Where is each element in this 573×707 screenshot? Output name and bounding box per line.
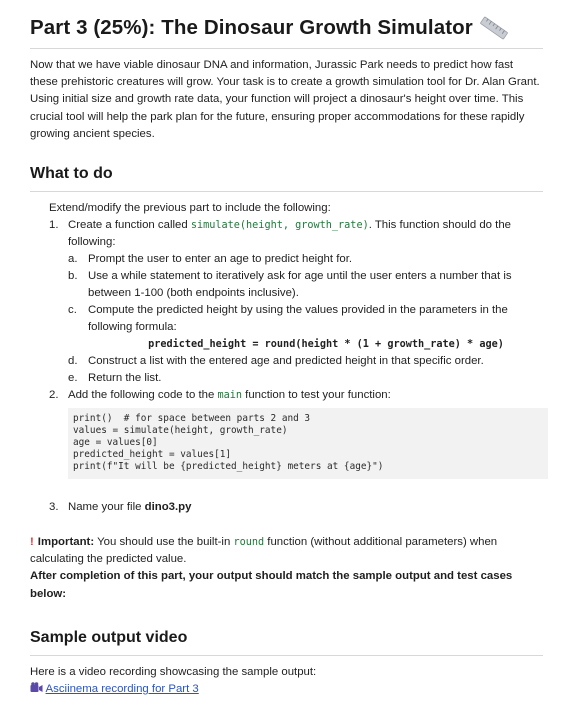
ruler-icon	[479, 16, 509, 40]
substep-letter: a.	[68, 253, 78, 266]
step-3-pre: Name your file	[68, 501, 145, 514]
instructions	[30, 200, 543, 516]
substep-letter: b.	[68, 270, 78, 283]
substep-c	[49, 302, 543, 336]
step-number: 1.	[49, 219, 59, 232]
inline-code-simulate: simulate(height, growth_rate)	[190, 220, 369, 232]
inline-code-round: round	[233, 537, 265, 549]
what-to-do-heading: What to do	[30, 165, 113, 183]
step-text	[68, 499, 543, 516]
file-name: dino3.py	[144, 501, 192, 514]
title-divider	[30, 48, 543, 49]
substep-letter: e.	[68, 372, 78, 385]
formula	[49, 336, 543, 353]
code-block: print() # for space between parts 2 and 3 values = simulate(height, growth_rate) age = values[0] predicted_height = values[1] print(f"It will be {predicted_height} meters at {age}")	[68, 408, 548, 479]
exclamation-icon: !	[30, 536, 34, 549]
step-2-post: function to test your function:	[242, 389, 391, 402]
substep-letter: d.	[68, 355, 78, 368]
substep-text: Prompt the user to enter an age to predict height for.	[88, 253, 353, 266]
inline-code-main: main	[217, 390, 242, 402]
page-title-text: Part 3 (25%): The Dinosaur Growth Simulator	[30, 16, 473, 39]
completion-note	[30, 568, 543, 602]
substep-text: Use a while statement to iteratively ask for age until the user enters a number that is between 1-100 (both endpoints inclusive).	[88, 270, 512, 300]
step-text	[68, 387, 543, 404]
sample-output-heading: Sample output video	[30, 628, 188, 646]
important-note	[30, 534, 543, 568]
step-number: 2.	[49, 389, 59, 402]
substep-text: Return the list.	[88, 372, 162, 385]
intro-paragraph: Now that we have viable dinosaur DNA and information, Jurassic Park needs to predict how fast these prehistoric creatures will grow. Your task is to create a growth simulation tool for Dr. Alan Grant. Using initial size and growth rate data, your function will project a dinosaur's height over time. This crucial tool will help the park plan for the future, ensuring proper accommodations for these rapidly growing ancient species.	[30, 59, 540, 140]
substep-e	[49, 370, 543, 387]
substep-a	[49, 251, 543, 268]
step-3	[49, 499, 543, 516]
step-1	[49, 217, 543, 251]
important-post: function (without additional parameters) when calculating the predicted value.	[30, 536, 498, 566]
substep-b	[49, 268, 543, 302]
recording-link-line	[30, 681, 543, 698]
completion-note-text: After completion of this part, your output should match the sample output and test cases below:	[30, 570, 513, 600]
substep-d	[49, 353, 543, 370]
substep-text: Compute the predicted height by using the values provided in the parameters in the following formula:	[88, 304, 508, 334]
step-2	[49, 387, 543, 404]
page-title	[30, 0, 543, 40]
substep-letter: c.	[68, 304, 77, 317]
substep-text: Construct a list with the entered age and predicted height in that specific order.	[88, 355, 484, 368]
video-intro: Here is a video recording showcasing the sample output:	[30, 665, 317, 678]
asciinema-recording-link[interactable]: Asciinema recording for Part 3	[45, 683, 199, 696]
what-to-do-divider	[30, 191, 543, 192]
step-1-post: . This function should do the following:	[68, 219, 511, 249]
film-icon	[30, 682, 43, 693]
formula-code: predicted_height = round(height * (1 + growth_rate) * age)	[148, 339, 504, 351]
sample-divider	[30, 655, 543, 656]
step-1-pre: Create a function called	[68, 219, 191, 232]
step-2-pre: Add the following code to the	[68, 389, 218, 402]
important-label: Important:	[37, 536, 95, 549]
instructions-lead: Extend/modify the previous part to include the following:	[49, 202, 331, 215]
step-text	[68, 217, 543, 251]
step-number: 3.	[49, 501, 59, 514]
important-pre: You should use the built-in	[94, 536, 234, 549]
